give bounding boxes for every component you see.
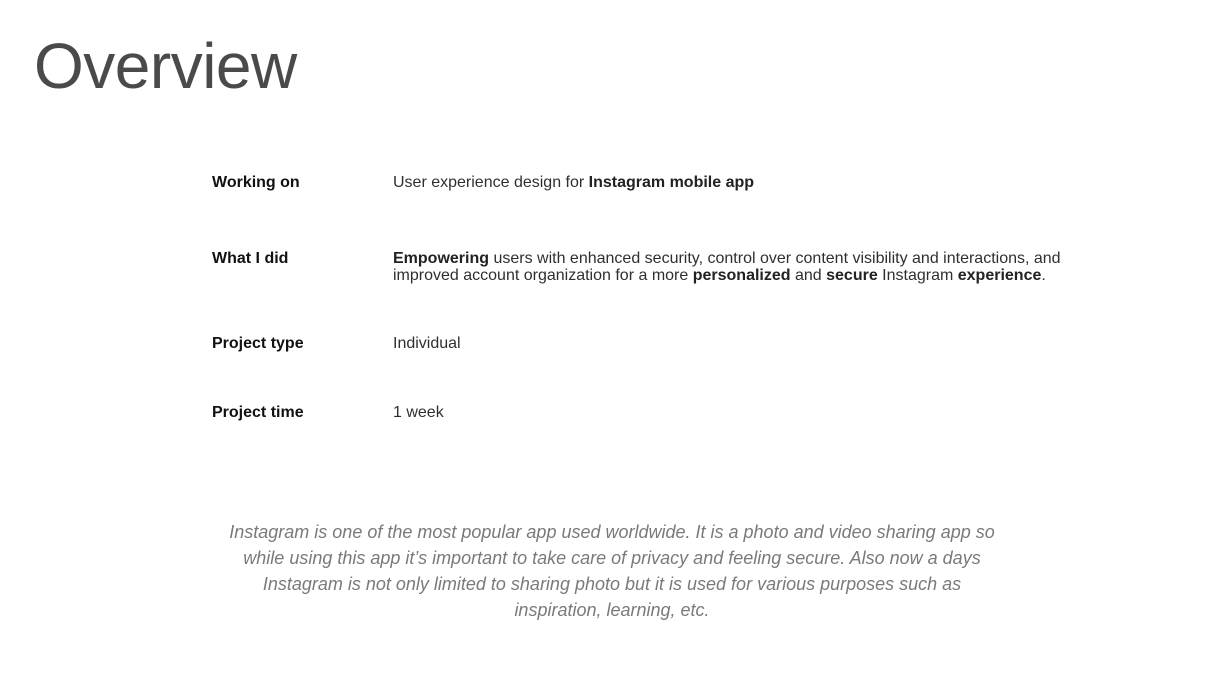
- detail-value: [393, 335, 1083, 352]
- detail-label: Project time: [212, 404, 304, 421]
- detail-label: What I did: [212, 250, 289, 267]
- value-emphasis: Instagram mobile app: [588, 174, 755, 191]
- value-text: User experience design for: [393, 174, 589, 191]
- value-text: and: [790, 267, 827, 284]
- intro-paragraph: Instagram is one of the most popular app used worldwide. It is a photo and video sharing app so while using this app it’s important to take care of privacy and feeling secure. Also now a days Instagram is not only limited to sharing photo but it is used for various purposes such as inspiration, learning, etc.: [229, 522, 995, 620]
- detail-value: [393, 404, 1083, 421]
- value-text: Instagram: [877, 267, 958, 284]
- value-text: users with enhanced security, control over content visibility and interactions, and improved account organization for a more: [393, 250, 1061, 284]
- value-emphasis: experience: [957, 267, 1042, 284]
- page-title: Overview: [34, 30, 297, 102]
- value-text: .: [1041, 267, 1046, 284]
- detail-value: [393, 250, 1083, 284]
- detail-label: Working on: [212, 174, 300, 191]
- value-text: Individual: [393, 335, 461, 352]
- value-emphasis: personalized: [692, 267, 791, 284]
- detail-value: [393, 174, 1083, 191]
- value-text: 1 week: [393, 404, 444, 421]
- detail-label: Project type: [212, 335, 304, 352]
- value-emphasis: secure: [826, 267, 878, 284]
- value-emphasis: Empowering: [393, 250, 490, 267]
